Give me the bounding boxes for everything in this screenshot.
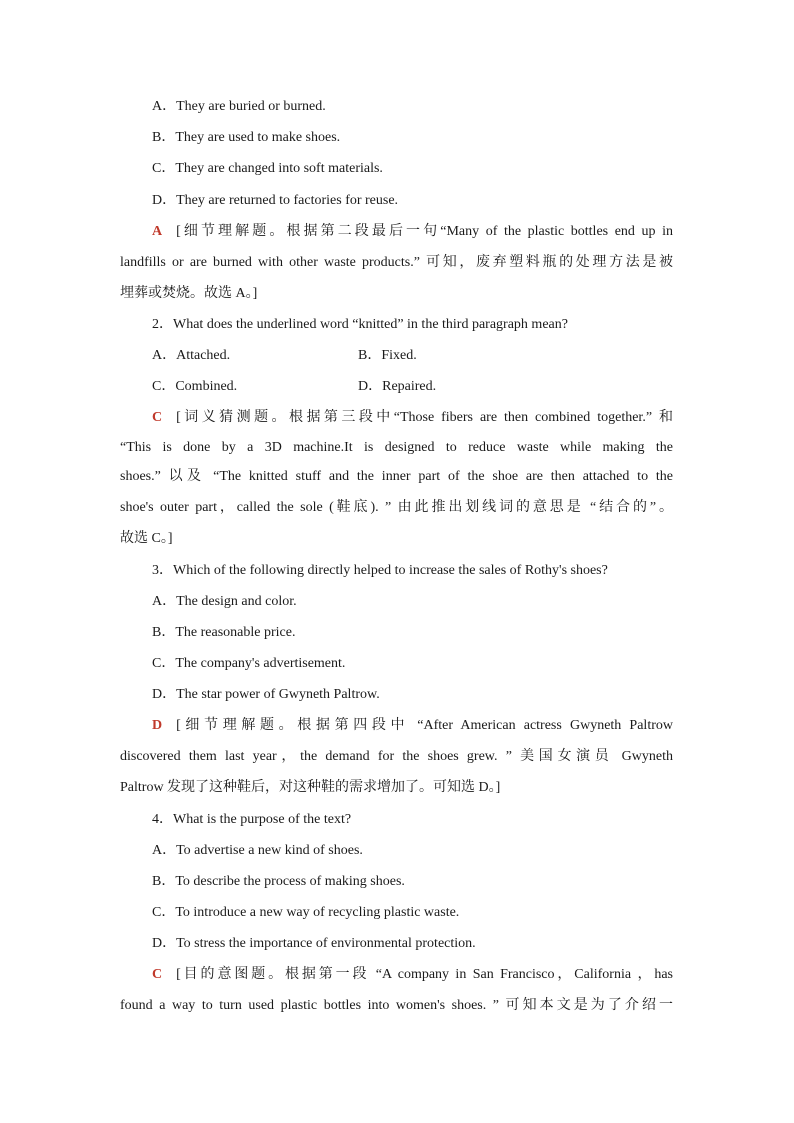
q4-option-d: D．To stress the importance of environmental protection.: [152, 936, 476, 951]
q3-option-a: A．The design and color.: [152, 594, 297, 609]
q2-explanation-line-1: [152, 409, 673, 427]
q3-explanation-line-1: [152, 717, 673, 735]
q2-option-c: C．Combined.: [152, 379, 238, 394]
q1-option-d: D．They are returned to factories for reuse.: [152, 193, 399, 208]
q2-option-d: D．Repaired.: [358, 379, 437, 394]
q4-answer-letter: C: [152, 967, 163, 982]
q3-option-b: B．The reasonable price.: [152, 625, 296, 640]
q1-explanation-text: [细节理解题。根据第二段最后一句“Many of the plastic bottles end up in: [176, 224, 673, 239]
q3-explanation-text: [细节理解题。根据第四段中 “After American actress Gwyneth Paltrow: [176, 718, 673, 733]
q1-option-c: C．They are changed into soft materials.: [152, 161, 383, 176]
q1-explanation-line-1: [152, 223, 673, 241]
q1-option-b: B．They are used to make shoes.: [152, 130, 341, 145]
q4-explanation-line-2: found a way to turn used plastic bottles into women's shoes. ” 可知本文是为了介绍一: [120, 998, 673, 1013]
q2-explanation-line-2: “This is done by a 3D machine.It is designed to reduce waste while making the: [120, 440, 673, 455]
q2-explanation-text: [词义猜测题。根据第三段中“Those fibers are then combined together.” 和: [176, 410, 673, 425]
q4-option-b: B．To describe the process of making shoes.: [152, 874, 405, 889]
q2-option-b: B．Fixed.: [358, 348, 417, 363]
q4-question: 4．What is the purpose of the text?: [152, 812, 352, 827]
q4-option-a: A．To advertise a new kind of shoes.: [152, 843, 363, 858]
q2-explanation-line-4: shoe's outer part，called the sole (鞋底). ” 由此推出划线词的意思是 “结合的”。: [120, 500, 673, 515]
q2-options-row-1: [152, 347, 417, 365]
q3-option-c: C．The company's advertisement.: [152, 656, 346, 671]
q1-option-a: A．They are buried or burned.: [152, 99, 326, 114]
q3-explanation-line-2: discovered them last year，the demand for the shoes grew. ” 美国女演员 Gwyneth: [120, 749, 673, 764]
q2-explanation-line-3: shoes.” 以及 “The knitted stuff and the inner part of the shoe are then attached to the: [120, 469, 673, 484]
q2-answer-letter: C: [152, 410, 163, 425]
q2-options-row-2: [152, 378, 436, 396]
q1-explanation-line-2: landfills or are burned with other waste products.” 可知，废弃塑料瓶的处理方法是被: [120, 255, 673, 270]
q4-explanation-line-1: [152, 966, 673, 984]
q2-question: 2．What does the underlined word “knitted” in the third paragraph mean?: [152, 317, 568, 332]
q1-answer-letter: A: [152, 224, 163, 239]
q2-option-a: A．Attached.: [152, 348, 231, 363]
q3-explanation-line-3: Paltrow 发现了这种鞋后，对这种鞋的需求增加了。可知选 D。]: [120, 780, 501, 795]
q1-explanation-line-3: 埋葬或焚烧。故选 A。]: [120, 286, 258, 301]
q3-question: 3．Which of the following directly helped to increase the sales of Rothy's shoes?: [152, 563, 608, 578]
q4-option-c: C．To introduce a new way of recycling plastic waste.: [152, 905, 460, 920]
q2-explanation-line-5: 故选 C。]: [120, 531, 173, 546]
q4-explanation-text: [目的意图题。根据第一段 “A company in San Francisco，California ，has: [176, 967, 673, 982]
q3-option-d: D．The star power of Gwyneth Paltrow.: [152, 687, 380, 702]
q3-answer-letter: D: [152, 718, 163, 733]
